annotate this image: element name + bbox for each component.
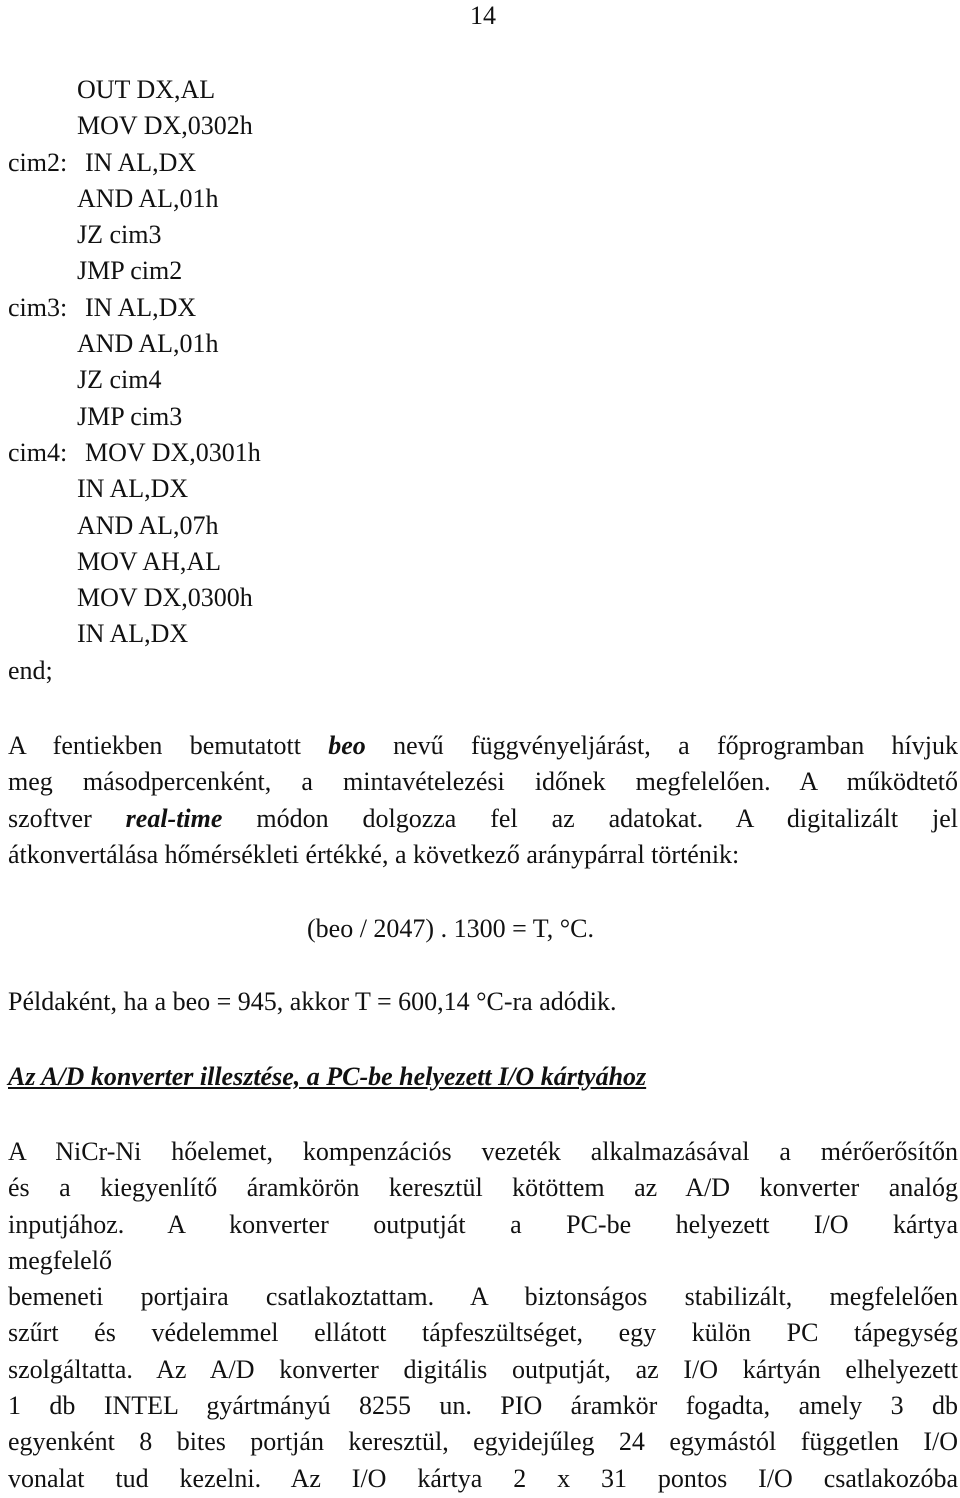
code-instruction: MOV DX,0300h — [77, 583, 253, 613]
code-instruction: MOV DX,0302h — [77, 111, 253, 141]
code-instruction: OUT DX,AL — [77, 75, 216, 104]
paragraph-line: szolgáltatta. Az A/D konverter digitális outputját, az I/O kártyán elhelyezett — [8, 1354, 958, 1384]
text-run: A fentiekben bemutatott — [8, 731, 329, 760]
code-line — [8, 145, 608, 181]
emphasis-beo: beo — [328, 731, 366, 760]
code-instruction: MOV AH,AL — [77, 546, 221, 576]
paragraph-line: szűrt és védelemmel ellátott tápfeszültséget, egy külön PC tápegység — [8, 1318, 958, 1348]
paragraph-line — [8, 801, 958, 837]
code-instruction: JZ cim4 — [77, 365, 162, 395]
paragraph-line: A NiCr-Ni hőelemet, kompenzációs vezeték alkalmazásával a mérőerősítőn — [8, 1137, 958, 1166]
paragraph-beo-description — [8, 728, 958, 873]
paragraph-line: átkonvertálása hőmérsékleti értékké, a következő aránypárral történik: — [8, 839, 740, 869]
code-label: cim4: — [8, 437, 68, 467]
paragraph-ad-converter — [8, 1134, 958, 1497]
code-line — [8, 471, 608, 507]
paragraph-line: megfelelő — [8, 1245, 112, 1275]
code-line — [8, 544, 608, 580]
code-line — [8, 72, 608, 108]
example-sentence: Példaként, ha a beo = 945, akkor T = 600,14 °C-ra adódik. — [8, 987, 617, 1016]
code-instruction: JMP cim2 — [77, 256, 183, 286]
code-instruction: MOV DX,0301h — [85, 437, 261, 467]
text-run: nevű függvényeljárást, a főprogramban hívjuk — [365, 731, 958, 760]
code-line — [8, 253, 608, 289]
code-line — [8, 290, 608, 326]
conversion-formula: (beo / 2047) . 1300 = T, °C. — [307, 914, 594, 943]
paragraph-line: vonalat tud kezelni. Az I/O kártya 2 x 31 pontos I/O csatlakozóba — [8, 1463, 958, 1493]
code-line — [8, 108, 608, 144]
code-line — [8, 399, 608, 435]
assembly-code-listing — [8, 72, 608, 689]
code-instruction: IN AL,DX — [77, 474, 189, 504]
paragraph-line: és a kiegyenlítő áramkörön keresztül kötöttem az A/D konverter analóg — [8, 1173, 958, 1203]
paragraph-line: 1 db INTEL gyártmányú 8255 un. PIO áramkör fogadta, amely 3 db — [8, 1391, 958, 1421]
paragraph-line: bemeneti portjaira csatlakoztattam. A biztonságos stabilizált, megfelelően — [8, 1282, 958, 1312]
text-run: szoftver — [8, 803, 126, 833]
code-instruction: AND AL,07h — [77, 510, 219, 540]
code-line — [8, 435, 608, 471]
code-line — [8, 217, 608, 253]
code-label: cim2: — [8, 147, 68, 177]
paragraph-line: inputjához. A konverter outputját a PC-be helyezett I/O kártya — [8, 1209, 958, 1239]
code-line — [8, 181, 608, 217]
code-instruction: AND AL,01h — [77, 183, 219, 213]
code-line — [8, 326, 608, 362]
code-line — [8, 653, 608, 689]
code-line — [8, 616, 608, 652]
code-label: end; — [8, 655, 53, 685]
paragraph-line — [8, 728, 958, 764]
code-line — [8, 508, 608, 544]
code-instruction: IN AL,DX — [77, 619, 189, 649]
code-instruction: AND AL,01h — [77, 329, 219, 359]
paragraph-line: egyenként 8 bites portján keresztül, egyidejűleg 24 egymástól független I/O — [8, 1427, 958, 1457]
code-label: cim3: — [8, 292, 68, 322]
code-line — [8, 362, 608, 398]
code-instruction: JMP cim3 — [77, 401, 183, 431]
code-instruction: JZ cim3 — [77, 220, 162, 250]
text-run: módon dolgozza fel az adatokat. A digitalizált jel — [222, 803, 959, 833]
code-instruction: IN AL,DX — [85, 147, 197, 177]
paragraph-line: meg másodpercenként, a mintavételezési időnek megfelelően. A működtető — [8, 767, 958, 797]
emphasis-real-time: real-time — [125, 803, 223, 833]
code-line — [8, 580, 608, 616]
section-heading: Az A/D konverter illesztése, a PC-be helyezett I/O kártyához — [8, 1062, 647, 1091]
code-instruction: IN AL,DX — [85, 292, 197, 322]
page-number: 14 — [470, 1, 496, 30]
